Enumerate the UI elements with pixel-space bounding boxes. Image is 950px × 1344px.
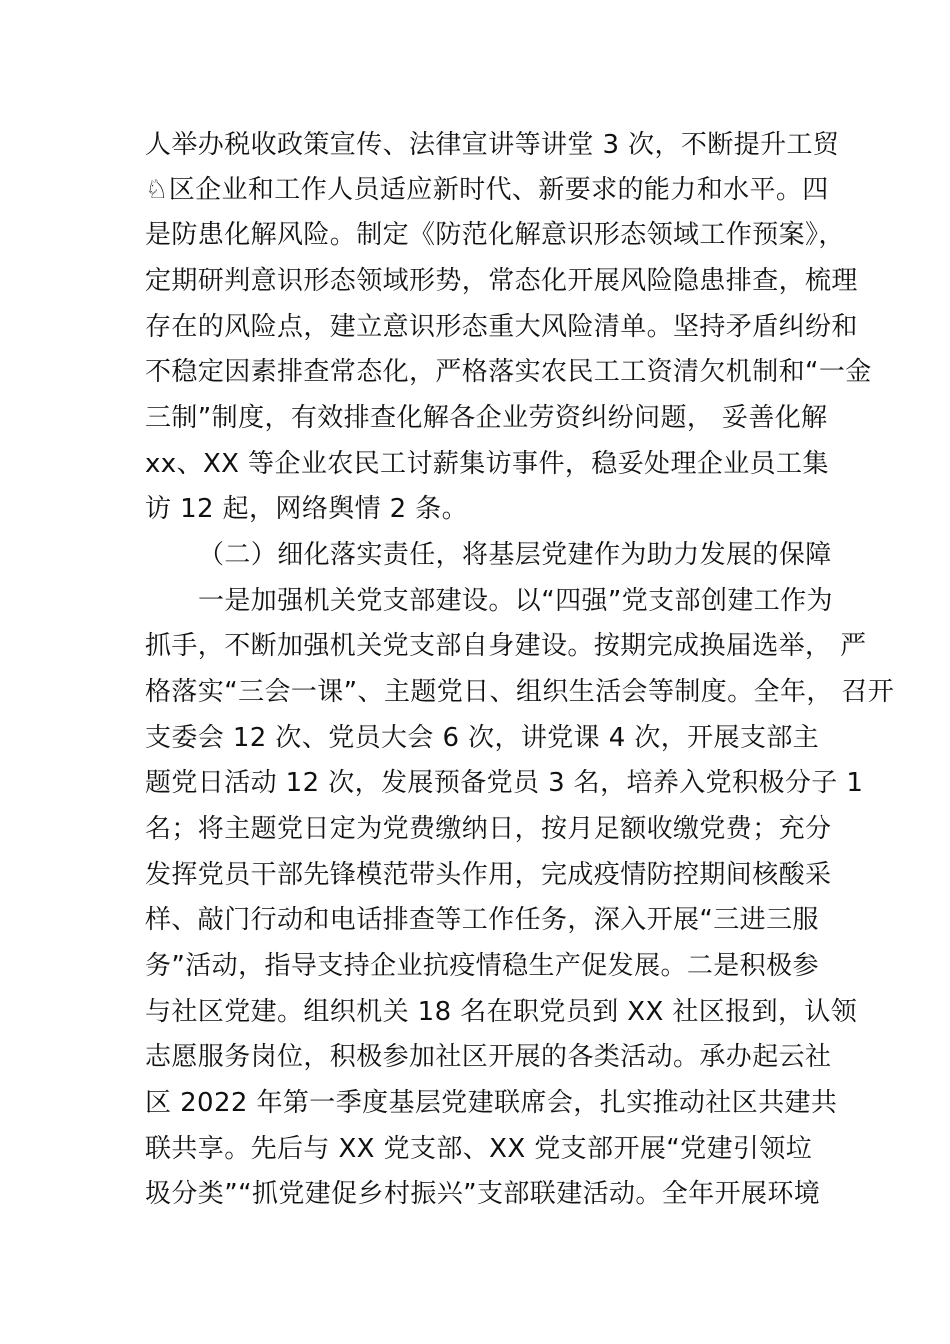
paragraph-line: 样、敲门行动和电话排查等工作任务，深入开展“三进三服 [145, 905, 819, 935]
paragraph-line: 人举办税收政策宣传、法律宣讲等讲堂 3 次，不断提升工贸 [145, 130, 840, 160]
paragraph-line: 不稳定因素排查常态化，严格落实农民工工资清欠机制和“一金 [145, 357, 872, 387]
paragraph-line: 格落实“三会一课”、主题党日、组织生活会等制度。全年， 召开 [145, 677, 895, 707]
paragraph-line: 题党日活动 12 次，发展预备党员 3 名，培养入党积极分子 1 [145, 768, 864, 798]
paragraph-line: 是防患化解风险。制定《防范化解意识形态领域工作预案》， [145, 220, 845, 250]
paragraph-line: 发挥党员干部先锋模范带头作用，完成疫情防控期间核酸采 [145, 860, 832, 890]
paragraph-line: 支委会 12 次、党员大会 6 次，讲党课 4 次，开展支部主 [145, 723, 820, 753]
paragraph-line: 一是加强机关党支部建设。以“四强”党支部创建工作为 [198, 586, 833, 616]
paragraph-line: 三制”制度，有效排查化解各企业劳资纠纷问题， 妥善化解 [145, 403, 828, 433]
paragraph-line: 定期研判意识形态领域形势，常态化开展风险隐患排查，梳理 [145, 266, 858, 296]
paragraph-line: 名；将主题党日定为党费缴纳日，按月足额收缴党费；充分 [145, 814, 832, 844]
paragraph-line: 圾分类”“抓党建促乡村振兴”支部联建活动。全年开展环境 [145, 1179, 821, 1209]
paragraph-line: 区 2022 年第一季度基层党建联席会，扎实推动社区共建共 [145, 1088, 838, 1118]
paragraph-line: 与社区党建。组织机关 18 名在职党员到 XX 社区报到，认领 [145, 997, 858, 1027]
paragraph-line: 联共享。先后与 XX 党支部、XX 党支部开展“党建引领垃 [145, 1134, 813, 1164]
paragraph-line: 抓手，不断加强机关党支部自身建设。按期完成换届选举， 严 [145, 631, 867, 661]
paragraph-line: 务”活动，指导支持企业抗疫情稳生产促发展。二是积极参 [145, 951, 819, 981]
paragraph-line: ♘区企业和工作人员适应新时代、新要求的能力和水平。四 [145, 175, 829, 205]
paragraph-line: 志愿服务岗位，积极参加社区开展的各类活动。承办起云社 [145, 1042, 832, 1072]
paragraph-line: 访 12 起，网络舆情 2 条。 [145, 494, 469, 524]
paragraph-line: xx、XX 等企业农民工讨薪集访事件，稳妥处理企业员工集 [145, 449, 829, 479]
section-heading: （二）细化落实责任，将基层党建作为助力发展的保障 [198, 540, 832, 570]
paragraph-line: 存在的风险点，建立意识形态重大风险清单。坚持矛盾纠纷和 [145, 312, 858, 342]
